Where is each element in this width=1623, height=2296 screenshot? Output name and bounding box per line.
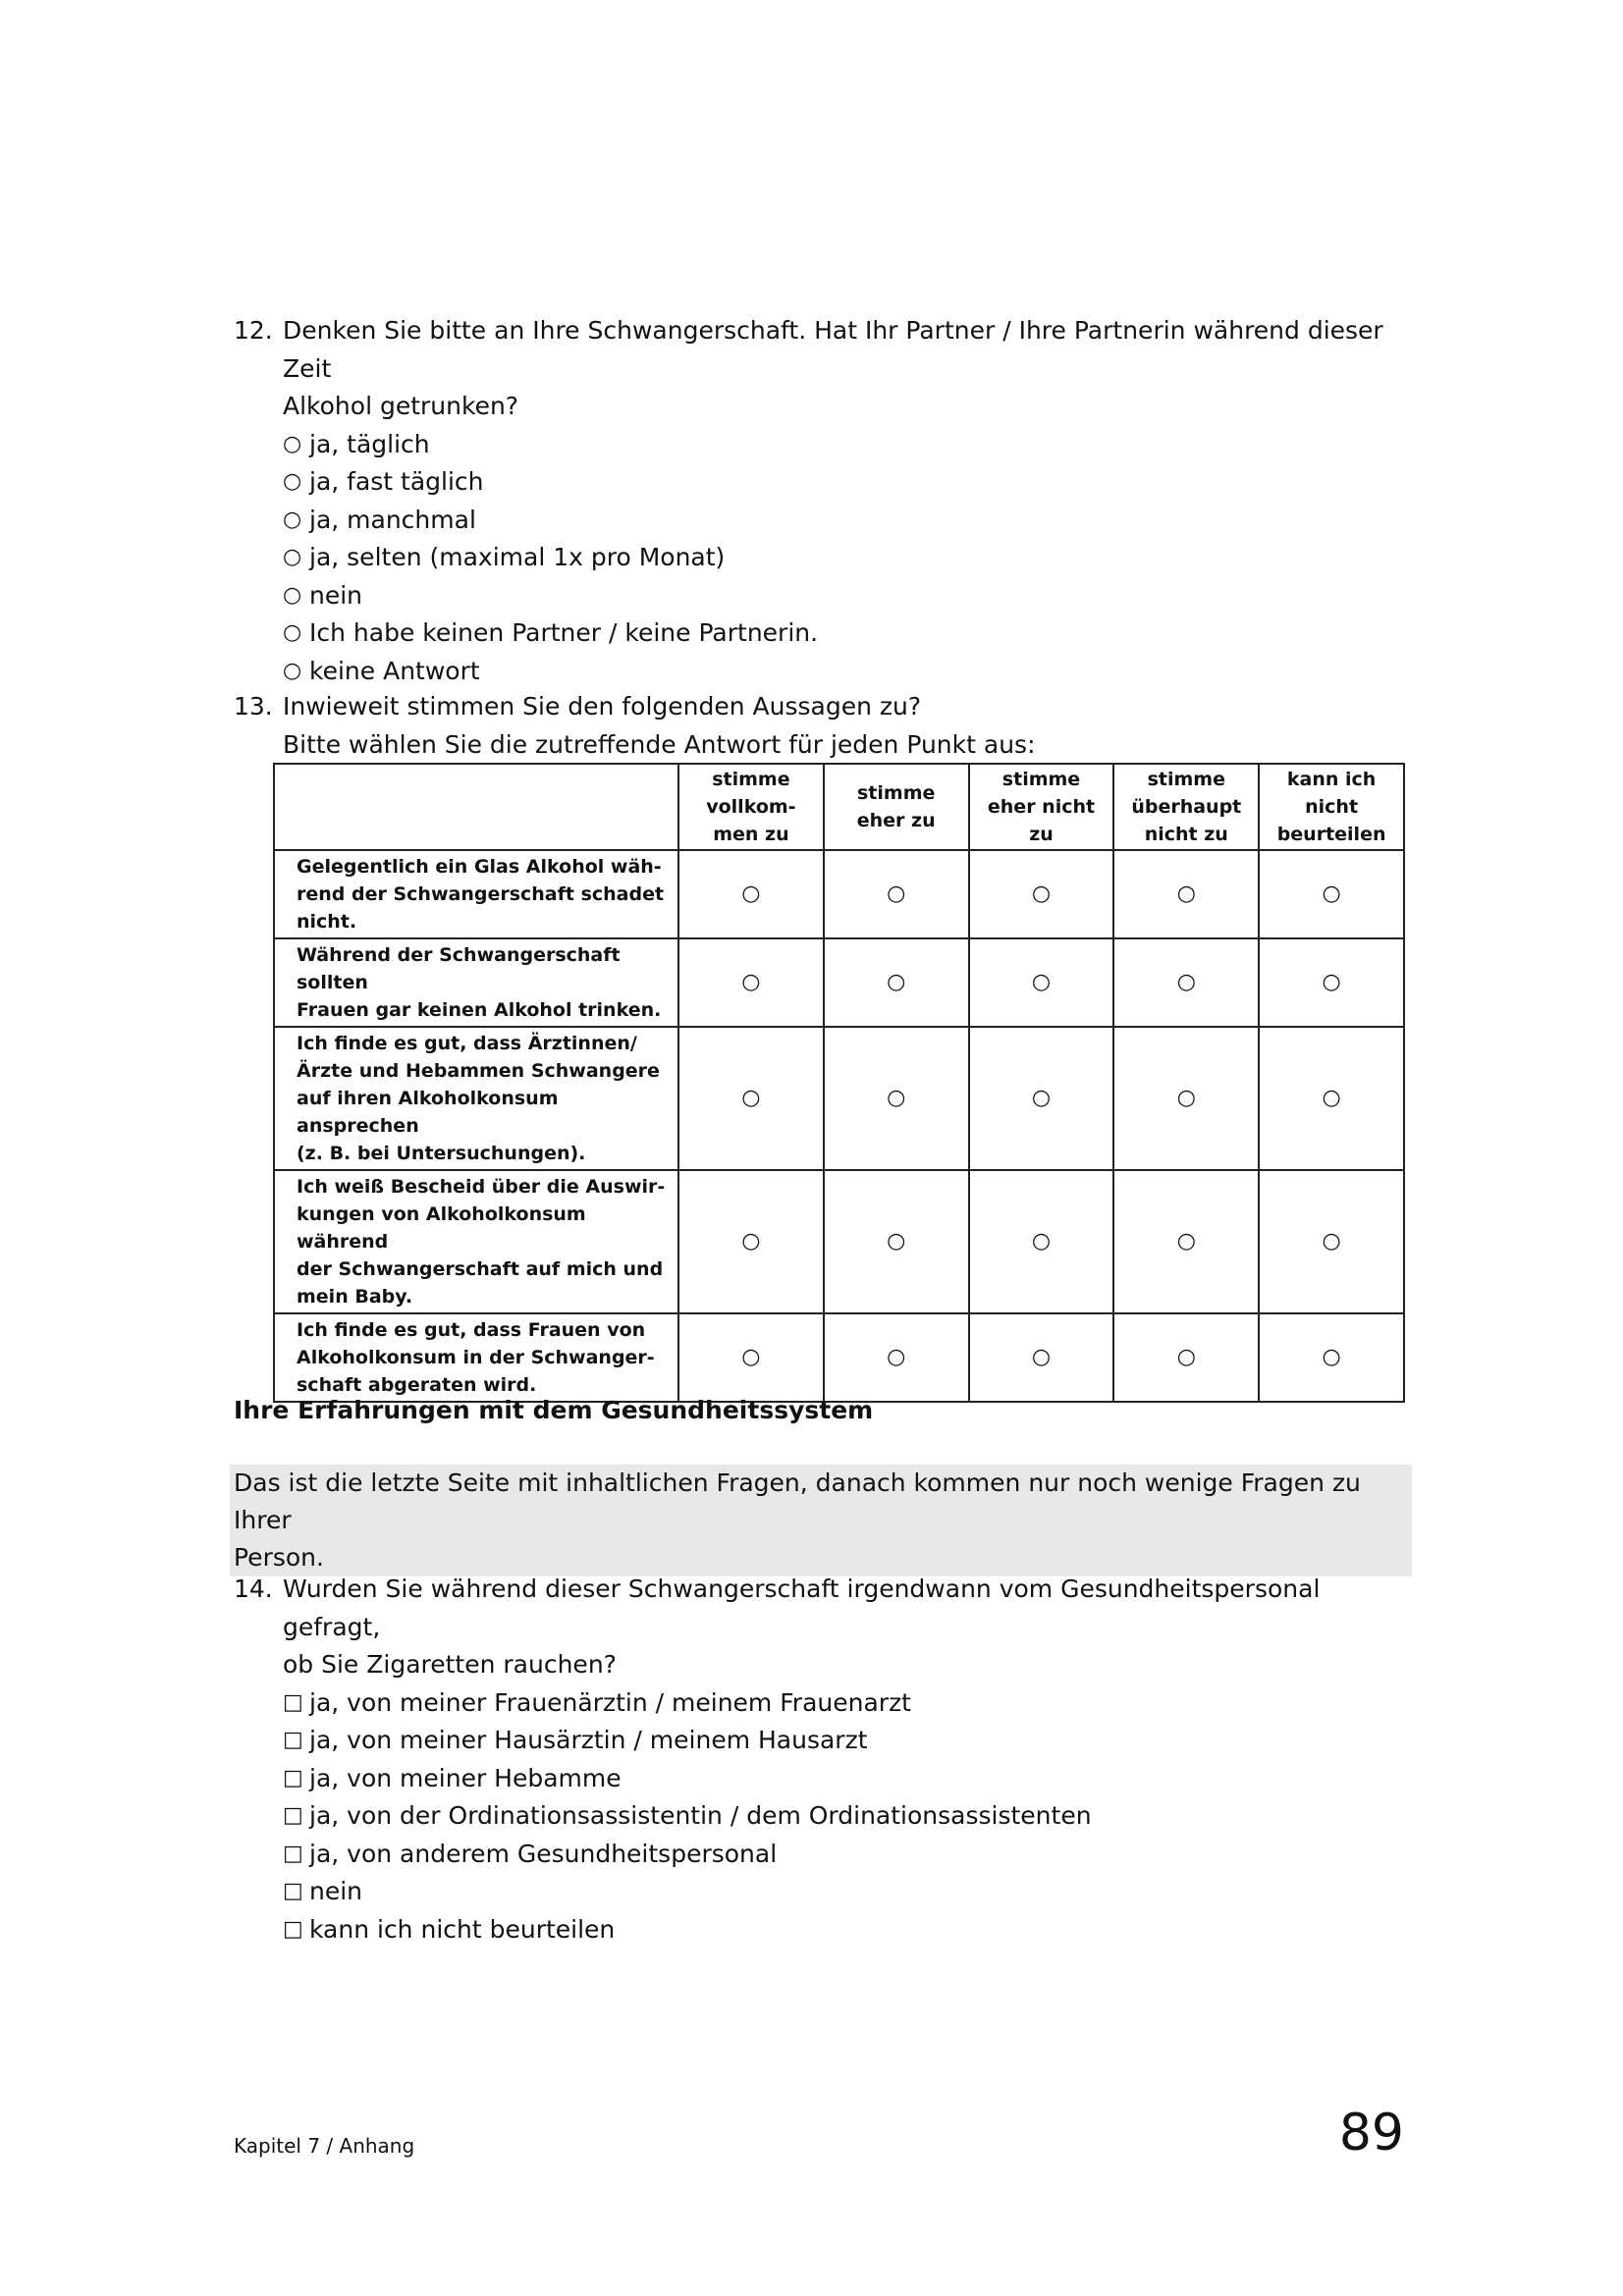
option-label: ja, von meiner Frauenärztin / meinem Frauenarzt <box>309 1687 911 1717</box>
option-label: nein <box>309 1877 363 1905</box>
notice-text-line: Das ist die letzte Seite mit inhaltlichen Fragen, danach kommen nur noch wenige Fragen zu Ihrer <box>234 1468 1361 1534</box>
question-text-line: Bitte wählen Sie die zutreffende Antwort für jeden Punkt aus: <box>283 729 1036 759</box>
statement-line: der Schwangerschaft auf mich und <box>297 1258 664 1280</box>
question-number: 14. <box>234 1575 273 1603</box>
radio-cell[interactable] <box>1113 1027 1259 1170</box>
radio-circle-icon[interactable]: ○ <box>887 1345 906 1369</box>
section-heading: Ihre Erfahrungen mit dem Gesundheitssystem <box>234 1396 874 1424</box>
question-text-line: ob Sie Zigaretten rauchen? <box>283 1650 617 1679</box>
checkbox-option[interactable] <box>283 1722 1412 1760</box>
statement-cell <box>274 938 678 1027</box>
checkbox-icon[interactable]: □ <box>283 1803 303 1828</box>
question-12 <box>234 312 1412 690</box>
radio-cell[interactable] <box>678 938 824 1027</box>
option-label: ja, fast täglich <box>309 467 484 496</box>
question-number: 13. <box>234 692 273 721</box>
radio-circle-icon[interactable]: ○ <box>741 1345 761 1369</box>
radio-cell[interactable] <box>678 850 824 938</box>
radio-cell[interactable] <box>969 1170 1114 1313</box>
option-label: nein <box>309 580 363 610</box>
radio-circle-icon[interactable]: ○ <box>1031 970 1052 994</box>
radio-circle-icon[interactable]: ○ <box>1322 970 1341 994</box>
radio-cell[interactable] <box>969 938 1114 1027</box>
statement-line: schaft abgeraten wird. <box>297 1374 537 1396</box>
radio-circle-icon[interactable]: ○ <box>1031 881 1052 906</box>
radio-circle-icon[interactable]: ○ <box>741 881 761 906</box>
statement-cell <box>274 1027 678 1170</box>
radio-circle-icon[interactable]: ○ <box>1031 1229 1052 1254</box>
option-label: kann ich nicht beurteilen <box>309 1914 616 1944</box>
statement-cell <box>274 1170 678 1313</box>
radio-cell[interactable] <box>969 1027 1114 1170</box>
radio-circle-icon[interactable]: ○ <box>283 469 302 494</box>
radio-option[interactable] <box>283 577 1412 615</box>
radio-cell[interactable] <box>824 1313 969 1402</box>
statement-line: Während der Schwangerschaft sollten <box>297 944 621 993</box>
option-label: keine Antwort <box>309 656 480 685</box>
checkbox-option[interactable] <box>283 1797 1412 1836</box>
radio-circle-icon[interactable]: ○ <box>1322 881 1341 906</box>
likert-row-2 <box>274 938 1404 1027</box>
statement-cell <box>274 850 678 938</box>
radio-cell[interactable] <box>1113 1313 1259 1402</box>
column-header-line: stimme <box>1147 769 1225 790</box>
radio-cell[interactable] <box>1113 850 1259 938</box>
radio-option[interactable] <box>283 539 1412 577</box>
checkbox-icon[interactable]: □ <box>283 1689 303 1715</box>
notice-text-line: Person. <box>234 1543 324 1572</box>
question-text-line: Denken Sie bitte an Ihre Schwangerschaft. Hat Ihr Partner / Ihre Partnerin während dieser Zeit <box>283 316 1383 383</box>
checkbox-option[interactable] <box>283 1873 1412 1911</box>
column-header-2 <box>824 764 969 850</box>
option-label: ja, von meiner Hausärztin / meinem Hausarzt <box>309 1726 868 1754</box>
option-label: Ich habe keinen Partner / keine Partnerin. <box>309 618 819 647</box>
radio-cell[interactable] <box>1113 1170 1259 1313</box>
radio-circle-icon[interactable]: ○ <box>887 1229 906 1254</box>
radio-circle-icon[interactable]: ○ <box>1176 1086 1196 1110</box>
radio-option[interactable] <box>283 463 1412 502</box>
likert-row-5 <box>274 1313 1404 1402</box>
column-header-4 <box>1113 764 1259 850</box>
radio-cell[interactable] <box>1113 938 1259 1027</box>
radio-cell[interactable] <box>824 1170 969 1313</box>
column-header-line: zu <box>1029 824 1054 845</box>
column-header-line: überhaupt <box>1131 796 1242 818</box>
column-header-line: nicht <box>1305 796 1359 818</box>
radio-cell[interactable] <box>1259 1027 1404 1170</box>
radio-circle-icon[interactable]: ○ <box>283 620 302 645</box>
radio-circle-icon[interactable]: ○ <box>887 1086 906 1110</box>
column-header-5 <box>1259 764 1404 850</box>
likert-table <box>273 763 1405 1403</box>
radio-circle-icon[interactable]: ○ <box>887 881 906 906</box>
radio-cell[interactable] <box>678 1313 824 1402</box>
column-header-line: men zu <box>713 824 789 845</box>
question-14 <box>234 1571 1412 1949</box>
radio-cell[interactable] <box>678 1170 824 1313</box>
checkbox-option[interactable] <box>283 1836 1412 1874</box>
footer-chapter: Kapitel 7 / Anhang <box>234 2134 415 2158</box>
radio-cell[interactable] <box>824 1027 969 1170</box>
likert-row-4 <box>274 1170 1404 1313</box>
checkbox-icon[interactable]: □ <box>283 1765 303 1790</box>
radio-cell[interactable] <box>1259 850 1404 938</box>
column-header-line: kann ich <box>1286 769 1377 790</box>
statement-line: Gelegentlich ein Glas Alkohol wäh- <box>297 856 662 878</box>
radio-option[interactable] <box>283 502 1412 540</box>
option-label: ja, manchmal <box>309 505 476 534</box>
statement-line: auf ihren Alkoholkonsum ansprechen <box>297 1088 559 1137</box>
option-label: ja, täglich <box>309 429 430 458</box>
column-header-line: stimme <box>1001 769 1081 790</box>
column-header-line: stimme <box>712 769 790 790</box>
column-header-line: beurteilen <box>1276 824 1386 845</box>
radio-circle-icon[interactable]: ○ <box>887 970 906 994</box>
radio-cell[interactable] <box>678 1027 824 1170</box>
statement-cell <box>274 1313 678 1402</box>
statement-line: Ärzte und Hebammen Schwangere <box>297 1060 660 1082</box>
statement-line: kungen von Alkoholkonsum während <box>297 1203 586 1253</box>
radio-circle-icon[interactable]: ○ <box>1176 970 1196 994</box>
radio-option[interactable] <box>283 653 1412 691</box>
option-label: ja, von meiner Hebamme <box>309 1763 622 1792</box>
question-number: 12. <box>234 316 273 345</box>
notice-box <box>230 1465 1412 1576</box>
statement-line: Ich finde es gut, dass Frauen von <box>297 1319 646 1341</box>
checkbox-icon[interactable]: □ <box>283 1841 303 1866</box>
radio-circle-icon[interactable]: ○ <box>741 1229 761 1254</box>
column-header-1 <box>678 764 824 850</box>
radio-circle-icon[interactable]: ○ <box>1176 881 1196 906</box>
radio-cell[interactable] <box>824 850 969 938</box>
checkbox-option[interactable] <box>283 1760 1412 1798</box>
radio-cell[interactable] <box>1259 938 1404 1027</box>
option-label: ja, selten (maximal 1x pro Monat) <box>309 543 726 571</box>
column-header-line: vollkom- <box>706 796 796 818</box>
statement-line: (z. B. bei Untersuchungen). <box>297 1143 586 1164</box>
radio-circle-icon[interactable]: ○ <box>283 658 302 683</box>
column-header-3 <box>969 764 1114 850</box>
page-number: 89 <box>1338 2104 1404 2163</box>
statement-line: mein Baby. <box>297 1286 413 1308</box>
column-header-line: nicht zu <box>1144 824 1228 845</box>
statement-line: Ich weiß Bescheid über die Auswir- <box>297 1176 666 1198</box>
radio-cell[interactable] <box>824 938 969 1027</box>
question-text-line: Inwieweit stimmen Sie den folgenden Aussagen zu? <box>283 692 922 721</box>
likert-header-row <box>274 764 1404 850</box>
likert-row-1 <box>274 850 1404 938</box>
option-list <box>283 1684 1412 1949</box>
option-label: ja, von der Ordinationsassistentin / dem Ordinationsassistenten <box>309 1801 1092 1830</box>
radio-circle-icon[interactable]: ○ <box>1322 1229 1341 1254</box>
radio-circle-icon[interactable]: ○ <box>1322 1345 1341 1369</box>
checkbox-icon[interactable]: □ <box>283 1879 303 1903</box>
statement-line: rend der Schwangerschaft schadet <box>297 883 665 905</box>
radio-circle-icon[interactable]: ○ <box>1176 1345 1196 1369</box>
radio-cell[interactable] <box>969 850 1114 938</box>
radio-option[interactable] <box>283 426 1412 464</box>
radio-circle-icon[interactable]: ○ <box>741 970 761 994</box>
radio-circle-icon[interactable]: ○ <box>1176 1229 1196 1254</box>
checkbox-icon[interactable]: □ <box>283 1728 303 1752</box>
likert-row-3 <box>274 1027 1404 1170</box>
radio-circle-icon[interactable]: ○ <box>1322 1086 1341 1110</box>
likert-body <box>274 850 1404 1402</box>
radio-cell[interactable] <box>969 1313 1114 1402</box>
radio-cell[interactable] <box>1259 1313 1404 1402</box>
radio-cell[interactable] <box>1259 1170 1404 1313</box>
question-text-line: Alkohol getrunken? <box>283 392 519 420</box>
column-header-line: stimme <box>857 782 936 804</box>
statement-line: Frauen gar keinen Alkohol trinken. <box>297 999 662 1021</box>
statement-line: Alkoholkonsum in der Schwanger- <box>297 1347 655 1368</box>
checkbox-icon[interactable]: □ <box>283 1916 303 1942</box>
radio-circle-icon[interactable]: ○ <box>283 545 302 569</box>
option-label: ja, von anderem Gesundheitspersonal <box>309 1839 778 1868</box>
radio-circle-icon[interactable]: ○ <box>1031 1086 1052 1110</box>
question-text-line: Wurden Sie während dieser Schwangerschaft irgendwann vom Gesundheitspersonal gefragt, <box>283 1575 1321 1641</box>
radio-circle-icon[interactable]: ○ <box>283 431 302 456</box>
checkbox-option[interactable] <box>283 1684 1412 1723</box>
empty-header-cell <box>274 764 678 850</box>
option-list <box>283 426 1412 691</box>
radio-circle-icon[interactable]: ○ <box>741 1086 761 1110</box>
checkbox-option[interactable] <box>283 1911 1412 1949</box>
radio-circle-icon[interactable]: ○ <box>283 582 302 608</box>
radio-circle-icon[interactable]: ○ <box>283 507 302 532</box>
column-header-line: eher nicht <box>987 796 1096 818</box>
radio-circle-icon[interactable]: ○ <box>1031 1345 1052 1369</box>
question-13 <box>234 688 1412 764</box>
column-header-line: eher zu <box>856 810 936 831</box>
statement-line: Ich finde es gut, dass Ärztinnen/ <box>297 1033 637 1054</box>
radio-option[interactable] <box>283 614 1412 653</box>
statement-line: nicht. <box>297 911 357 933</box>
